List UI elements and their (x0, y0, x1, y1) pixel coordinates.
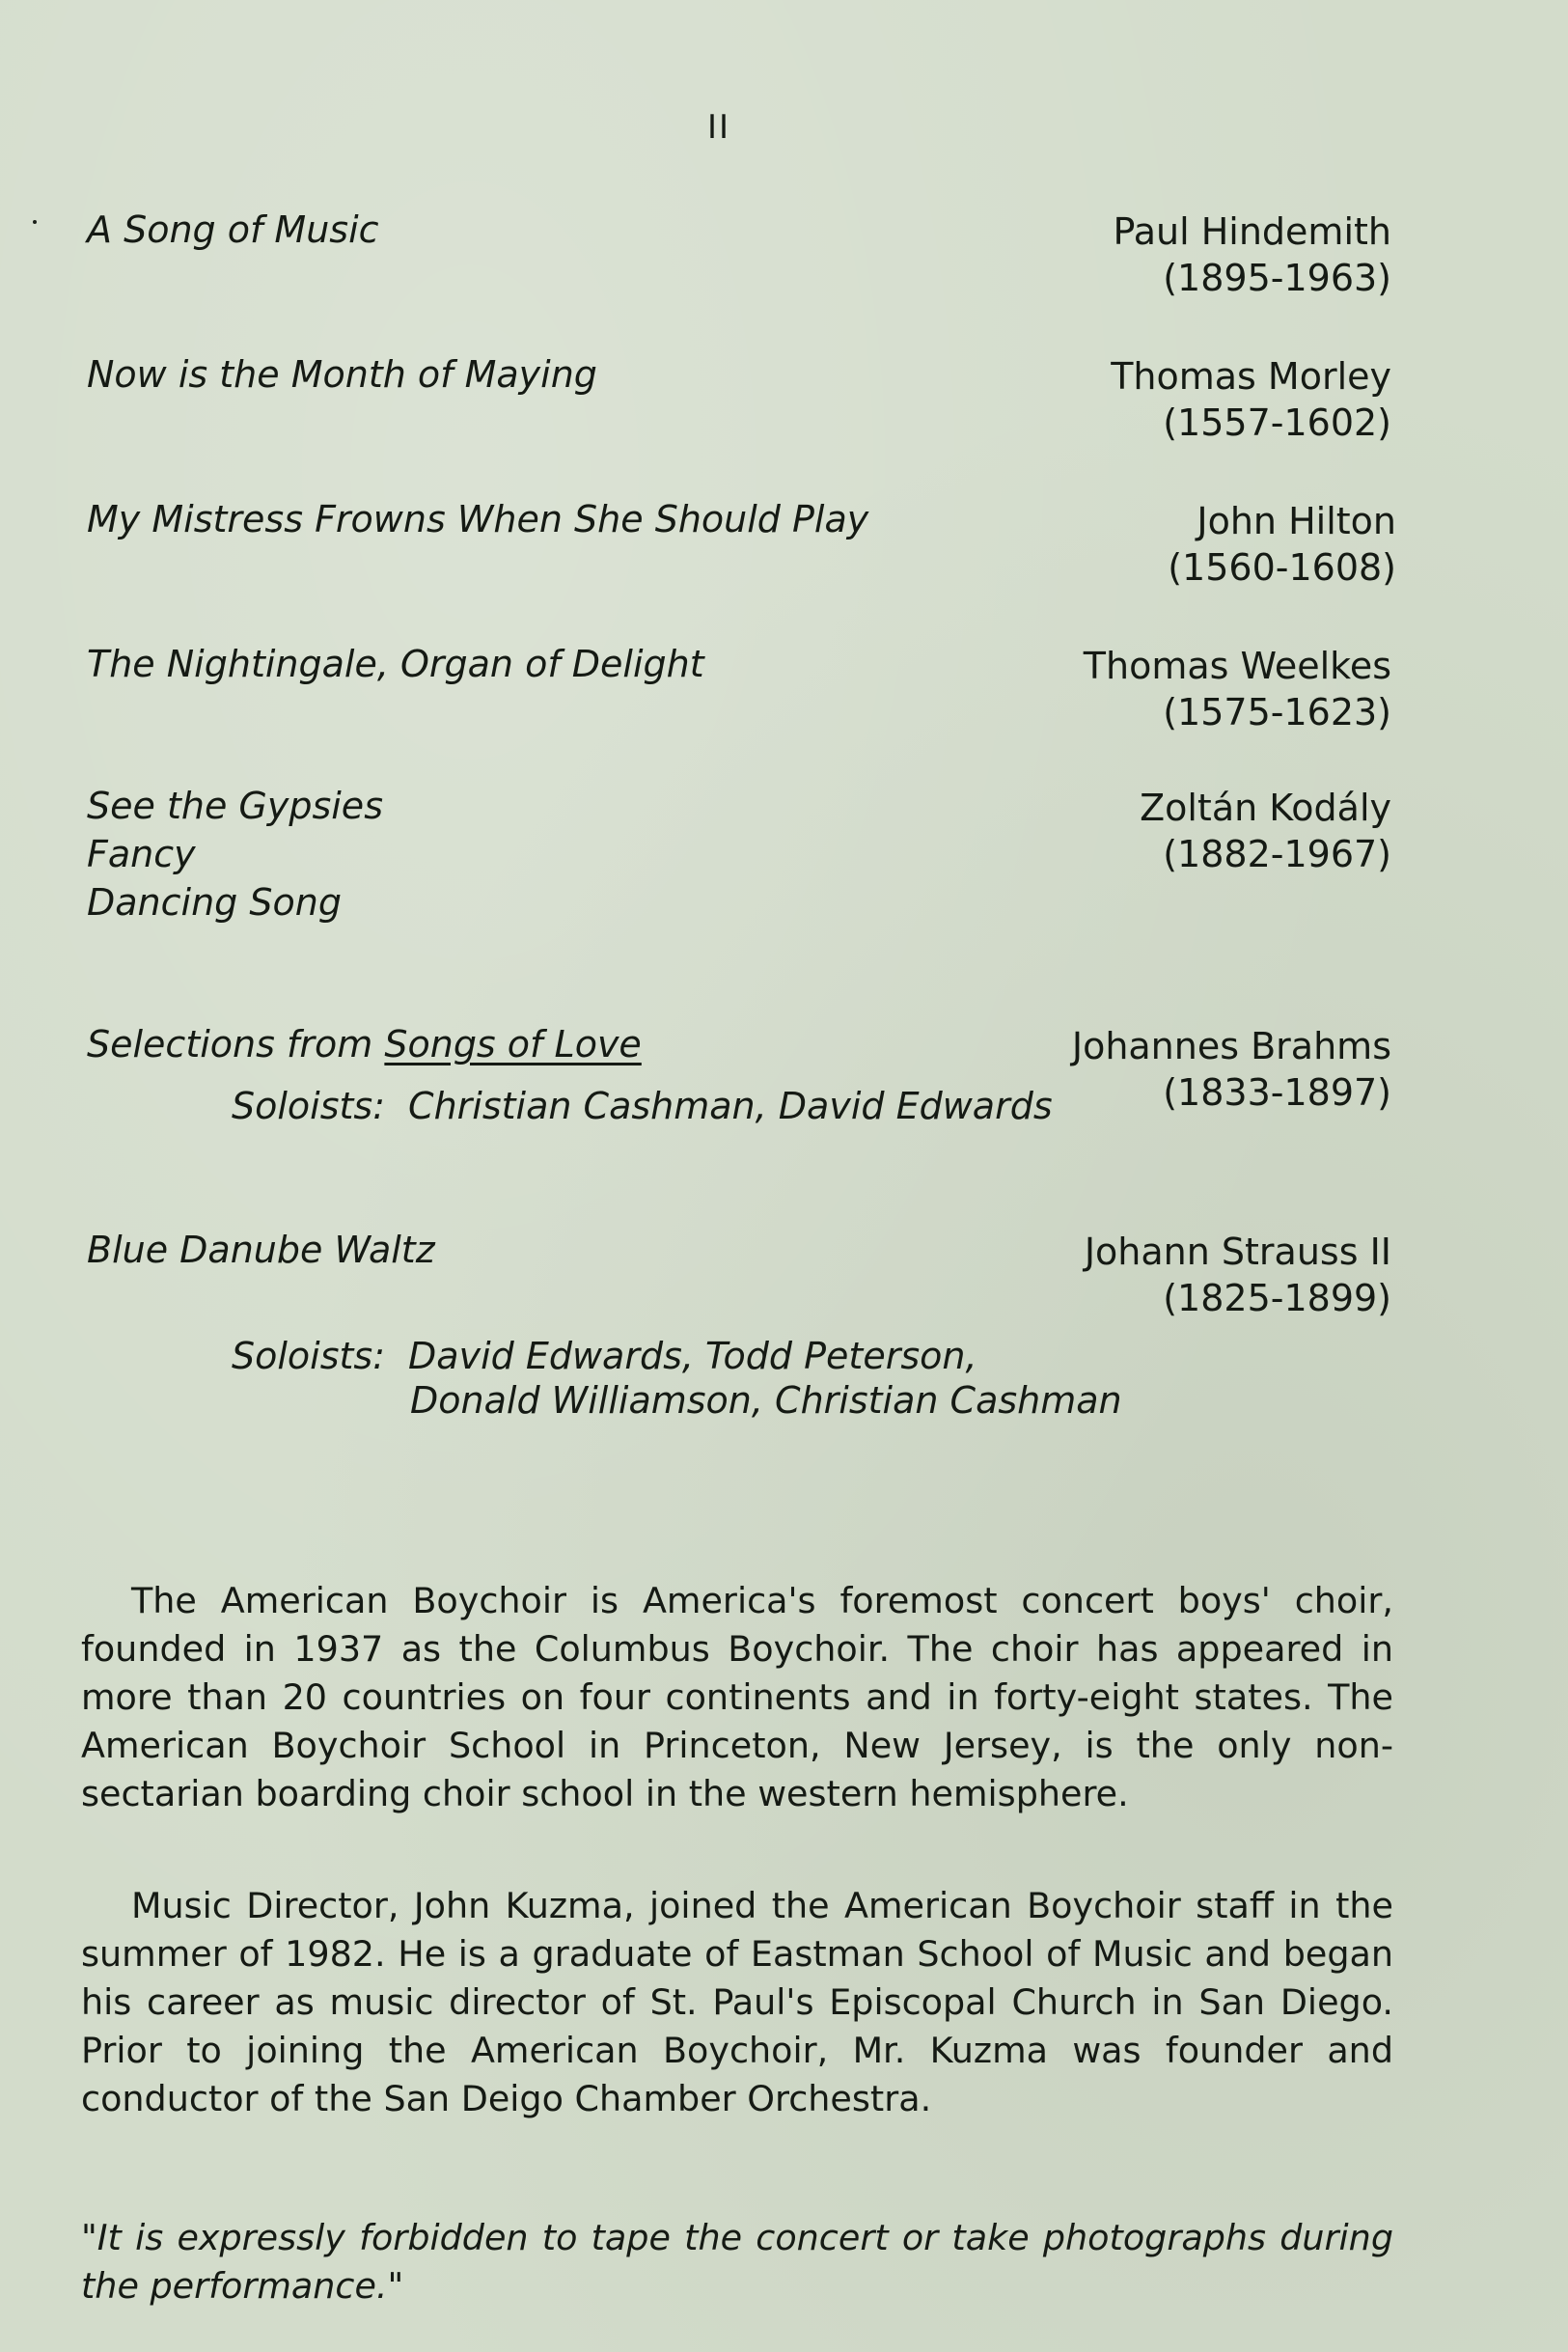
work-title-line: My Mistress Frowns When She Should Play (87, 498, 869, 540)
work-title (87, 640, 704, 688)
composer (1072, 1023, 1391, 1116)
soloists-line (232, 1085, 1053, 1127)
soloists-names: Christian Cashman, David Edwards (408, 1085, 1053, 1127)
work-title (87, 1020, 642, 1068)
composer (1168, 498, 1396, 591)
composer (1140, 785, 1391, 877)
work-title-line: A Song of Music (87, 208, 379, 251)
composer-dates: (1557-1602) (1163, 401, 1391, 444)
composer-name: Thomas Weelkes (1083, 645, 1391, 687)
composer (1084, 643, 1391, 735)
work-title (87, 782, 383, 927)
work-title (87, 1226, 435, 1274)
work-title-line: Now is the Month of Maying (87, 353, 597, 396)
paragraph-boychoir: The American Boychoir is America's foremost concert boys' choir, founded in 1937 as the Columbus Boychoir. The choir has appeared in more than 20 countries on four continents and in forty-eight states. The American Boychoir School in Princeton, New Jersey, is the only non-sectarian boarding choir school in the western hemisphere. (81, 1580, 1393, 1814)
work-title-line: Fancy (87, 833, 196, 875)
ink-speck (33, 220, 37, 224)
composer-name: Thomas Morley (1111, 355, 1391, 398)
composer-dates: (1560-1608) (1168, 546, 1396, 589)
composer-dates: (1895-1963) (1163, 257, 1391, 299)
composer-name: John Hilton (1197, 500, 1396, 542)
composer-name: Paul Hindemith (1113, 210, 1391, 253)
soloists-names-line2: Donald Williamson, Christian Cashman (410, 1379, 1122, 1422)
page-number: II (707, 108, 731, 147)
composer-name: Zoltán Kodály (1140, 787, 1391, 829)
composer-dates: (1575-1623) (1163, 691, 1391, 733)
soloists-block (232, 1334, 1122, 1423)
soloists-label: Soloists: (232, 1085, 386, 1127)
composer-name: Johann Strauss II (1084, 1231, 1391, 1273)
composer-dates: (1833-1897) (1163, 1071, 1391, 1114)
composer-name: Johannes Brahms (1071, 1025, 1391, 1067)
composer (1114, 208, 1392, 301)
work-title (87, 350, 597, 399)
composer (1085, 1229, 1391, 1321)
paragraph-music-director: Music Director, John Kuzma, joined the American Boychoir staff in the summer of 1982. He is a graduate of Eastman School of Music and began his career as music director of St. Paul's Episcopal Church in San Diego. Prior to joining the American Boychoir, Mr. Kuzma was founder and conductor of the San Deigo Chamber Orchestra. (81, 1885, 1393, 2119)
work-title-underlined: Songs of Love (384, 1023, 642, 1065)
work-title (87, 206, 379, 254)
work-title-line: Dancing Song (87, 881, 342, 924)
composer-dates: (1882-1967) (1163, 833, 1391, 875)
work-title-line: Blue Danube Waltz (87, 1229, 435, 1271)
composer (1111, 353, 1391, 446)
work-title-prefix: Selections from (87, 1023, 373, 1065)
recording-notice: "It is expressly forbidden to tape the concert or take photographs during the performance." (81, 2217, 1393, 2307)
composer-dates: (1825-1899) (1163, 1277, 1391, 1319)
work-title (87, 495, 868, 543)
soloists-label: Soloists: (232, 1335, 386, 1377)
work-title-line: The Nightingale, Organ of Delight (87, 643, 704, 685)
soloists-names-line1: David Edwards, Todd Peterson, (408, 1335, 977, 1377)
work-title-line: See the Gypsies (87, 785, 383, 827)
